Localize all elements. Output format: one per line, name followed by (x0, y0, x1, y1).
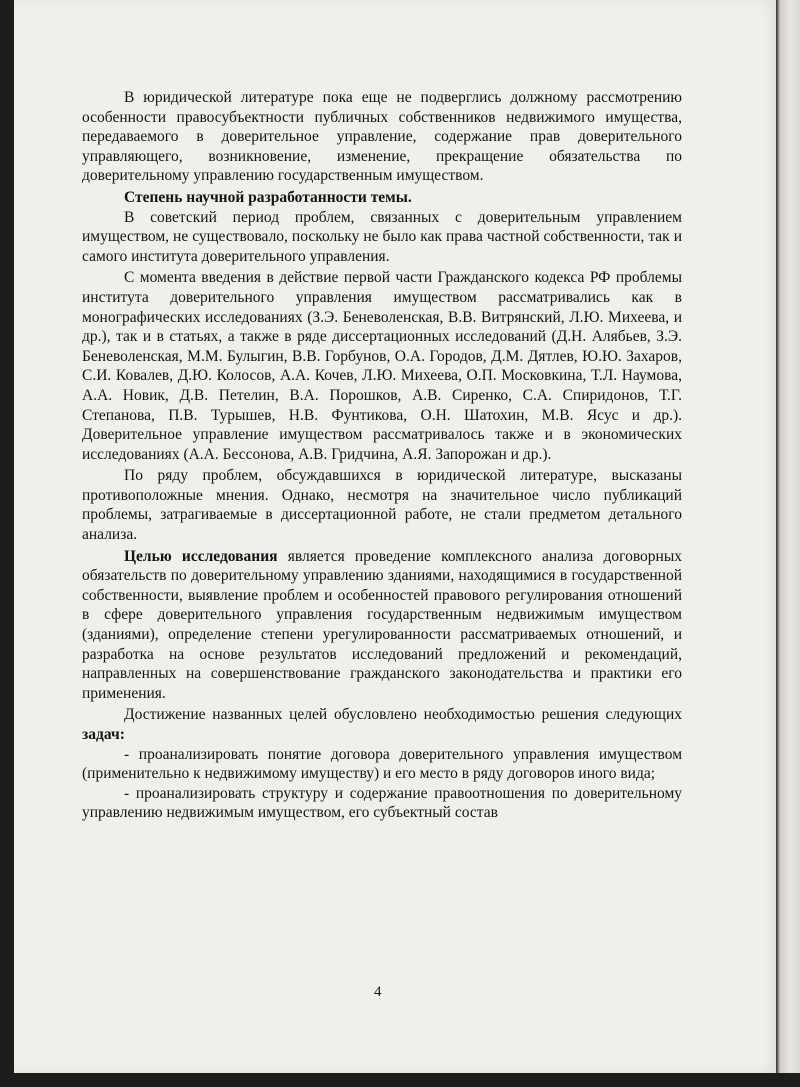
scan-border (0, 1073, 800, 1087)
paragraph-literature-review: С момента введения в действие первой части Гражданского кодекса РФ проблемы института доверительного управления имуществом рассматривались как в монографических исследованиях (З.Э. Беневоленская, В.В. Витрянский, Л.Ю. Михеева, и др.), так и в статьях, а также в ряде диссертационных исследований (Д.Н. Алябьев, З.Э. Беневоленская, М.М. Булыгин, В.В. Горбунов, О.А. Городов, Д.М. Дятлев, Ю.Ю. Захаров, С.И. Ковалев, Д.Ю. Колосов, А.А. Кочев, Л.Ю. Михеева, О.П. Московкина, Т.Л. Наумова, А.А. Новик, Д.В. Петелин, В.А. Порошков, А.В. Сиренко, С.А. Спиридонов, Т.Г. Степанова, П.В. Турышев, Н.В. Фунтикова, О.Н. Шатохин, М.В. Ясус и др.). Доверительное управление имуществом рассматривалось также и в экономических исследованиях (А.А. Бессонова, А.В. Гридчина, А.Я. Запорожан и др.). (82, 269, 682, 463)
adjacent-page-edge (776, 0, 800, 1073)
paragraph-soviet-period: В советский период проблем, связанных с доверительным управлением имуществом, не существовало, поскольку не было как права частной собственности, так и самого института доверительного управления. (82, 208, 682, 265)
research-goal-label: Целью исследования (124, 547, 278, 565)
page-number: 4 (374, 984, 382, 1000)
task-item: - проанализировать понятие договора доверительного управления имуществом (применительно к недвижимому имуществу) и его место в ряду договоров иного вида; (82, 745, 682, 783)
tasks-label: задач (82, 726, 120, 743)
tasks-colon: : (119, 726, 125, 743)
task-item: - проанализировать структуру и содержание правоотношения по доверительному управлению недвижимым имуществом, его субъектный состав (82, 784, 682, 822)
tasks-intro-text: Достижение названных целей обусловлено необходимостью решения следующих (124, 706, 682, 724)
body-text (82, 88, 682, 823)
paragraph-opinions: По ряду проблем, обсуждавшихся в юридической литературе, высказаны противоположные мнения. Однако, несмотря на значительное число публикаций проблемы, затрагиваемые в диссертационной работе, не стали предметом детального анализа. (82, 467, 682, 544)
paragraph-research-goal (82, 547, 682, 704)
paragraph-tasks-intro (82, 705, 682, 744)
section-heading: Степень научной разработанности темы. (124, 188, 412, 206)
paragraph-intro: В юридической литературе пока еще не подверглись должному рассмотрению особенности правосубъектности публичных собственников недвижимого имущества, передаваемого в доверительное управление, содержание прав доверительного управляющего, возникновение, изменение, прекращение обязательства по доверительному управлению государственным имуществом. (82, 89, 682, 185)
research-goal-text: является проведение комплексного анализа договорных обязательств по доверительному управлению зданиями, находящимися в государственной собственности, выявление проблем и особенностей правового регулирования отношений в сфере доверительного управления государственным недвижимым имуществом (зданиями), определение степени урегулированности рассматриваемых отношений, и разработка на основе результатов исследований предложений и рекомендаций, направленных на совершенствование гражданского законодательства и практики его применения. (82, 547, 682, 702)
